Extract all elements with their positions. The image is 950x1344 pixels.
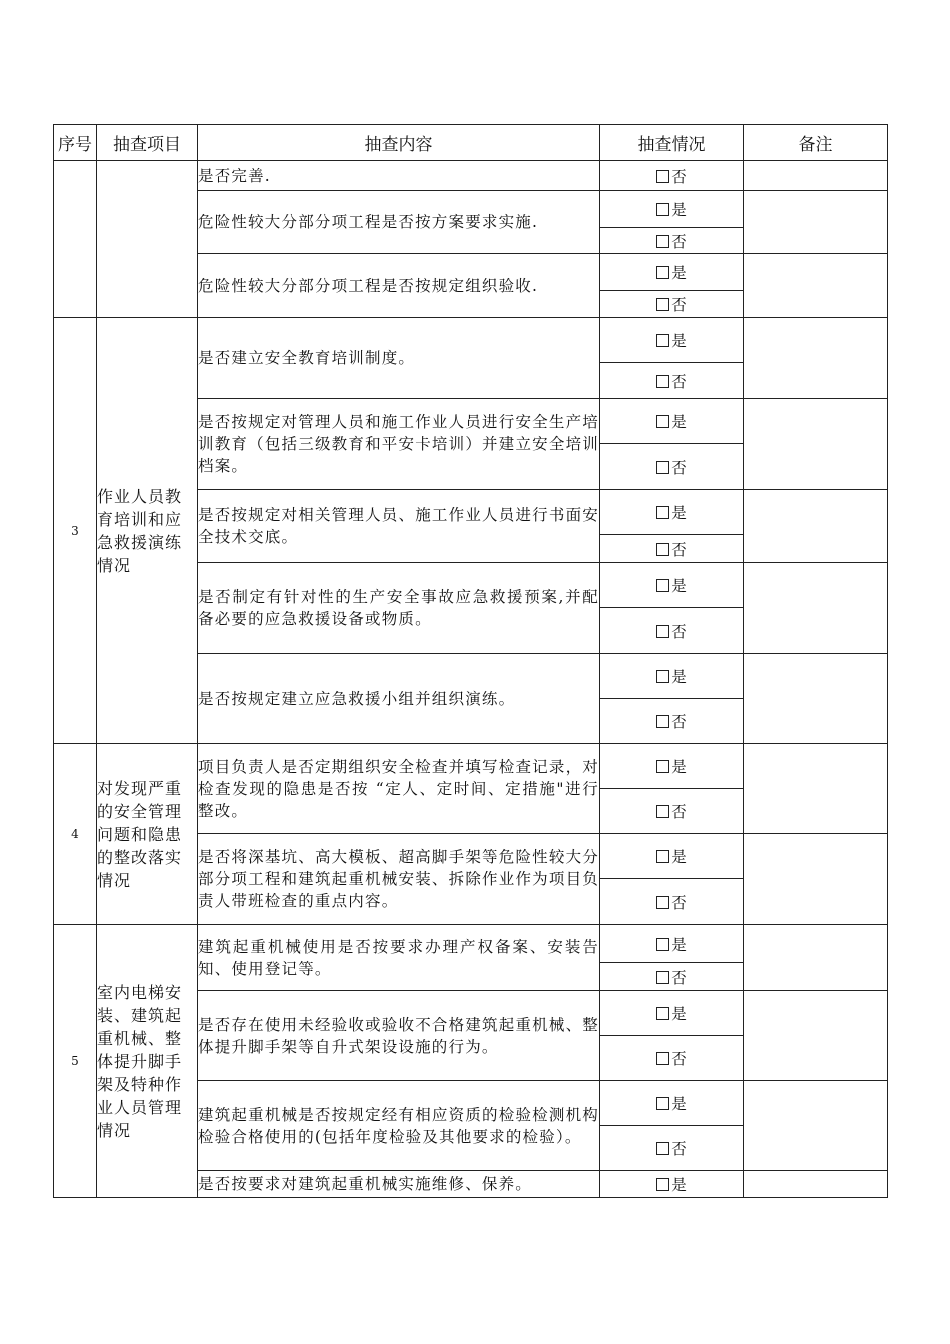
option-yes[interactable]: 是 [600, 991, 744, 1036]
checkbox-icon [656, 579, 669, 592]
checkbox-icon [656, 375, 669, 388]
remark-cell[interactable] [744, 991, 888, 1081]
checkbox-icon [656, 805, 669, 818]
inspection-table [53, 124, 888, 1198]
remark-cell[interactable] [744, 654, 888, 744]
option-no[interactable]: 否 [600, 535, 744, 563]
check-content: 是否按规定对相关管理人员、施工作业人员进行书面安全技术交底。 [198, 490, 600, 563]
option-yes[interactable]: 是 [600, 563, 744, 608]
checkbox-icon [656, 938, 669, 951]
group-item: 作业人员教育培训和应急救援演练情况 [97, 318, 198, 744]
option-no[interactable]: 否 [600, 789, 744, 834]
checkbox-icon [656, 1178, 669, 1191]
option-yes[interactable]: 是 [600, 925, 744, 963]
remark-cell[interactable] [744, 161, 888, 191]
header-remark: 备注 [744, 125, 888, 161]
checkbox-icon [656, 506, 669, 519]
check-content: 危险性较大分部分项工程是否按规定组织验收. [198, 254, 600, 318]
remark-cell[interactable] [744, 318, 888, 399]
check-content: 是否建立安全教育培训制度。 [198, 318, 600, 399]
checkbox-icon [656, 1007, 669, 1020]
remark-cell[interactable] [744, 191, 888, 254]
checkbox-icon [656, 971, 669, 984]
checkbox-icon [656, 298, 669, 311]
checkbox-icon [656, 850, 669, 863]
group-seq: 4 [54, 744, 97, 925]
check-content: 危险性较大分部分项工程是否按方案要求实施. [198, 191, 600, 254]
option-no[interactable]: 否 [600, 963, 744, 991]
remark-cell[interactable] [744, 399, 888, 490]
check-content: 是否完善. [198, 161, 600, 191]
check-content: 建筑起重机械使用是否按要求办理产权备案、安装告知、使用登记等。 [198, 925, 600, 991]
group-item: 对发现严重的安全管理问题和隐患的整改落实情况 [97, 744, 198, 925]
group-item [97, 161, 198, 318]
header-item: 抽查项目 [97, 125, 198, 161]
checkbox-icon [656, 1052, 669, 1065]
option-no[interactable]: 否 [600, 444, 744, 490]
checkbox-icon [656, 715, 669, 728]
option-yes[interactable]: 是 [600, 1081, 744, 1126]
check-content: 是否按规定对管理人员和施工作业人员进行安全生产培训教育（包括三级教育和平安卡培训）并建立安全培训档案。 [198, 399, 600, 490]
option-yes[interactable]: 是 [600, 318, 744, 363]
option-no[interactable]: 否 [600, 291, 744, 318]
remark-cell[interactable] [744, 1081, 888, 1171]
option-no[interactable]: 否 [600, 161, 744, 191]
option-no[interactable]: 否 [600, 699, 744, 744]
option-no[interactable]: 否 [600, 1036, 744, 1081]
check-content: 是否按规定建立应急救援小组并组织演练。 [198, 654, 600, 744]
remark-cell[interactable] [744, 1171, 888, 1198]
header-seq: 序号 [54, 125, 97, 161]
option-yes[interactable]: 是 [600, 744, 744, 789]
table-row [54, 744, 888, 789]
option-no[interactable]: 否 [600, 608, 744, 654]
option-yes[interactable]: 是 [600, 191, 744, 228]
checkbox-icon [656, 1142, 669, 1155]
option-yes[interactable]: 是 [600, 834, 744, 879]
remark-cell[interactable] [744, 925, 888, 991]
check-content: 是否将深基坑、高大模板、超高脚手架等危险性较大分部分项工程和建筑起重机械安装、拆除作业作为项目负责人带班检查的重点内容。 [198, 834, 600, 925]
checkbox-icon [656, 1097, 669, 1110]
option-no[interactable]: 否 [600, 879, 744, 925]
checkbox-icon [656, 334, 669, 347]
checkbox-icon [656, 415, 669, 428]
group-item: 室内电梯安装、建筑起重机械、整体提升脚手架及特种作业人员管理情况 [97, 925, 198, 1198]
table-row [54, 925, 888, 963]
remark-cell[interactable] [744, 744, 888, 834]
checkbox-icon [656, 760, 669, 773]
option-no[interactable]: 否 [600, 1126, 744, 1171]
header-content: 抽查内容 [198, 125, 600, 161]
remark-cell[interactable] [744, 834, 888, 925]
remark-cell[interactable] [744, 563, 888, 654]
checkbox-icon [656, 203, 669, 216]
option-yes[interactable]: 是 [600, 399, 744, 444]
remark-cell[interactable] [744, 490, 888, 563]
header-row [54, 125, 888, 161]
option-yes[interactable]: 是 [600, 654, 744, 699]
checkbox-icon [656, 461, 669, 474]
check-content: 是否制定有针对性的生产安全事故应急救援预案,并配备必要的应急救援设备或物质。 [198, 563, 600, 654]
option-yes[interactable]: 是 [600, 1171, 744, 1198]
checkbox-icon [656, 266, 669, 279]
option-yes[interactable]: 是 [600, 254, 744, 291]
checkbox-icon [656, 170, 669, 183]
group-seq: 5 [54, 925, 97, 1198]
check-content: 项目负责人是否定期组织安全检查并填写检查记录，对检查发现的隐患是否按 “定人、定时间、定措施"进行整改。 [198, 744, 600, 834]
table-row [54, 161, 888, 191]
check-content: 是否存在使用未经验收或验收不合格建筑起重机械、整体提升脚手架等自升式架设设施的行为。 [198, 991, 600, 1081]
remark-cell[interactable] [744, 254, 888, 318]
checkbox-icon [656, 896, 669, 909]
table-row [54, 318, 888, 363]
check-content: 是否按要求对建筑起重机械实施维修、保养。 [198, 1171, 600, 1198]
group-seq: 3 [54, 318, 97, 744]
checkbox-icon [656, 235, 669, 248]
option-yes[interactable]: 是 [600, 490, 744, 535]
header-status: 抽查情况 [600, 125, 744, 161]
checkbox-icon [656, 543, 669, 556]
group-seq [54, 161, 97, 318]
checkbox-icon [656, 670, 669, 683]
check-content: 建筑起重机械是否按规定经有相应资质的检验检测机构检验合格使用的(包括年度检验及其他要求的检验）。 [198, 1081, 600, 1171]
option-no[interactable]: 否 [600, 228, 744, 254]
checkbox-icon [656, 625, 669, 638]
option-no[interactable]: 否 [600, 363, 744, 399]
